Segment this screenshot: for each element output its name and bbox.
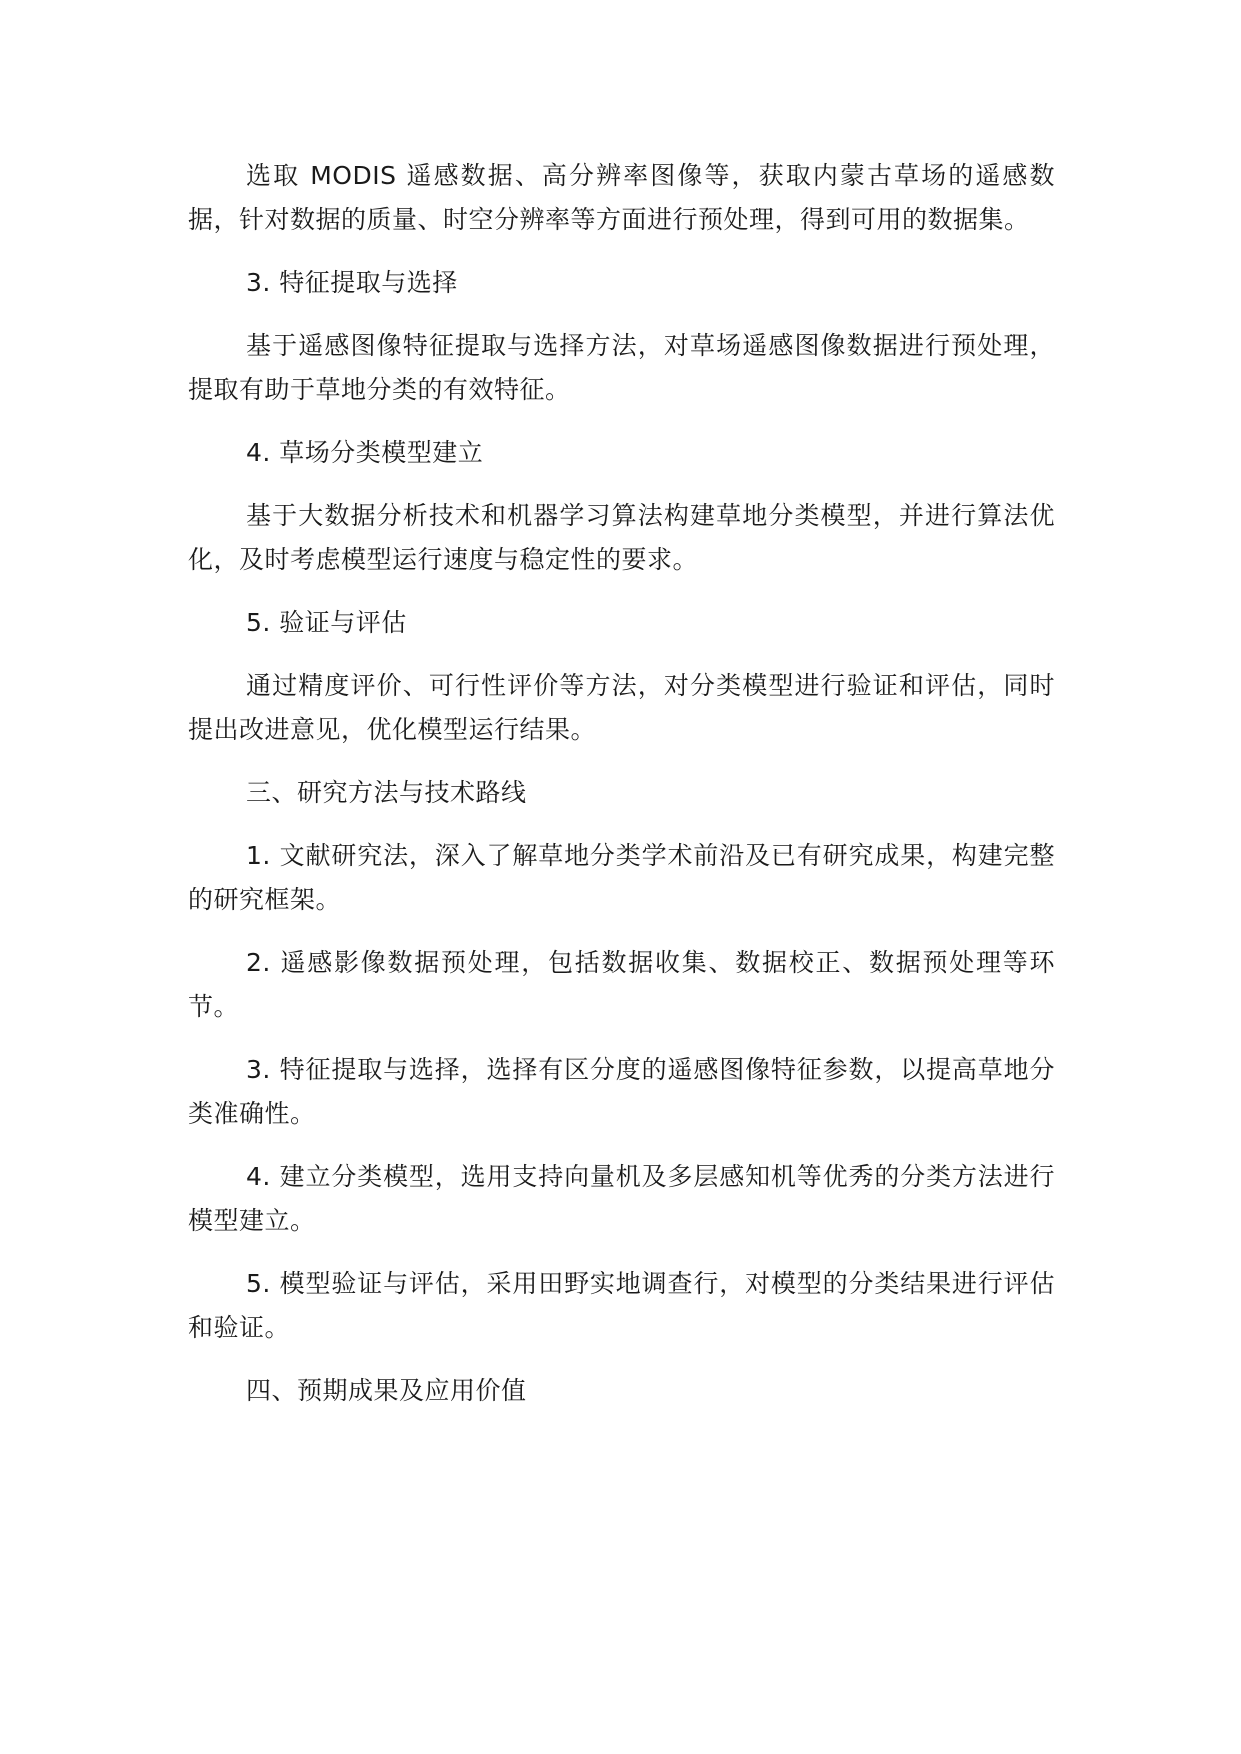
heading-expected-results: 四、预期成果及应用价值 (246, 1376, 527, 1405)
paragraph-validation: 通过精度评价、可行性评价等方法，对分类模型进行验证和评估，同时提出改进意见，优化模型运行结果。 (188, 671, 1055, 744)
paragraph-data-preprocessing: 选取 MODIS 遥感数据、高分辨率图像等，获取内蒙古草场的遥感数据，针对数据的质量、时空分辨率等方面进行预处理，得到可用的数据集。 (188, 161, 1055, 234)
heading-validation: 5. 验证与评估 (246, 608, 407, 637)
list-item-build-model: 4. 建立分类模型，选用支持向量机及多层感知机等优秀的分类方法进行模型建立。 (188, 1162, 1055, 1235)
list-item-model-validation: 5. 模型验证与评估，采用田野实地调查行，对模型的分类结果进行评估和验证。 (188, 1269, 1055, 1342)
heading-classification-model: 4. 草场分类模型建立 (246, 438, 484, 467)
list-item-feature-selection: 3. 特征提取与选择，选择有区分度的遥感图像特征参数，以提高草地分类准确性。 (188, 1055, 1055, 1128)
paragraph-classification-model: 基于大数据分析技术和机器学习算法构建草地分类模型，并进行算法优化，及时考虑模型运行速度与稳定性的要求。 (188, 501, 1055, 574)
heading-research-methods: 三、研究方法与技术路线 (246, 778, 527, 807)
list-item-literature-research: 1. 文献研究法，深入了解草地分类学术前沿及已有研究成果，构建完整的研究框架。 (188, 841, 1055, 914)
heading-feature-extraction: 3. 特征提取与选择 (246, 268, 458, 297)
list-item-image-preprocessing: 2. 遥感影像数据预处理，包括数据收集、数据校正、数据预处理等环节。 (188, 948, 1055, 1021)
paragraph-feature-extraction: 基于遥感图像特征提取与选择方法，对草场遥感图像数据进行预处理，提取有助于草地分类的有效特征。 (188, 331, 1055, 404)
